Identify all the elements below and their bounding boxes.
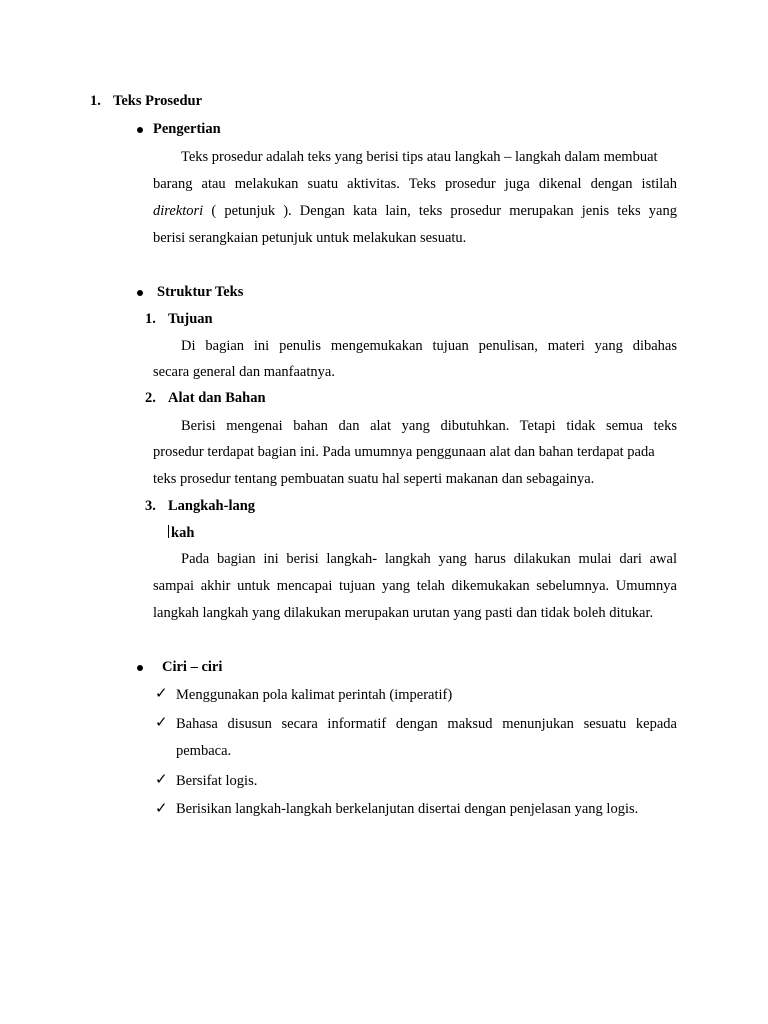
struktur-item-number: 2. <box>145 390 156 406</box>
pengertian-line-3 <box>153 203 677 220</box>
bullet-icon <box>137 290 143 296</box>
struktur-item-number: 3. <box>145 498 156 514</box>
ciri-title: Ciri – ciri <box>162 659 223 675</box>
struktur-title: Struktur Teks <box>157 284 244 300</box>
struktur-item-title: Langkah-lang <box>168 498 256 514</box>
langkah-line-3: langkah langkah yang dilakukan merupakan urutan yang pasti dan tidak boleh ditukar. <box>153 605 654 621</box>
checkmark-icon: ✓ <box>155 684 168 702</box>
pengertian-line-1: Teks prosedur adalah teks yang berisi tips atau langkah – langkah dalam membuat <box>181 149 658 165</box>
alat-line-2: prosedur terdapat bagian ini. Pada umumnya penggunaan alat dan bahan terdapat pada <box>153 444 655 460</box>
alat-line-1: Berisi mengenai bahan dan alat yang dibutuhkan. Tetapi tidak semua teks <box>181 418 677 434</box>
bullet-icon <box>137 127 143 133</box>
checkmark-icon: ✓ <box>155 713 168 731</box>
ciri-item-4: Berisikan langkah-langkah berkelanjutan disertai dengan penjelasan yang logis. <box>176 801 639 817</box>
alat-line-3: teks prosedur tentang pembuatan suatu hal seperti makanan dan sebagainya. <box>153 471 595 487</box>
checkmark-icon: ✓ <box>155 799 168 817</box>
section-number: 1. <box>90 93 101 109</box>
text-cursor-mark <box>168 525 169 538</box>
pengertian-title: Pengertian <box>153 121 221 137</box>
ciri-item-1: Menggunakan pola kalimat perintah (imperatif) <box>176 687 453 703</box>
tujuan-line-2: secara general dan manfaatnya. <box>153 364 335 380</box>
langkah-line-2: sampai akhir untuk mencapai tujuan yang telah dikemukakan sebelumnya. Umumnya <box>153 578 677 594</box>
pengertian-line-3-rest: ( petunjuk ). Dengan kata lain, teks prosedur merupakan jenis teks yang <box>203 203 677 219</box>
pengertian-line-4: berisi serangkaian petunjuk untuk melakukan sesuatu. <box>153 230 467 246</box>
struktur-item-title: Alat dan Bahan <box>168 390 266 406</box>
struktur-item-title-cont: kah <box>171 525 195 541</box>
ciri-item-2-line-2: pembaca. <box>176 743 232 759</box>
italic-term: direktori <box>153 203 204 219</box>
struktur-item-title: Tujuan <box>168 311 213 327</box>
ciri-item-2-line-1: Bahasa disusun secara informatif dengan maksud menunjukan sesuatu kepada <box>176 716 677 732</box>
struktur-item-number: 1. <box>145 311 156 327</box>
langkah-line-1: Pada bagian ini berisi langkah- langkah yang harus dilakukan mulai dari awal <box>181 551 677 567</box>
ciri-item-3: Bersifat logis. <box>176 773 258 789</box>
tujuan-line-1: Di bagian ini penulis mengemukakan tujuan penulisan, materi yang dibahas <box>181 338 677 354</box>
page-title: Teks Prosedur <box>113 93 203 109</box>
pengertian-line-2: barang atau melakukan suatu aktivitas. Teks prosedur juga dikenal dengan istilah <box>153 176 677 192</box>
checkmark-icon: ✓ <box>155 770 168 788</box>
bullet-icon <box>137 665 143 671</box>
